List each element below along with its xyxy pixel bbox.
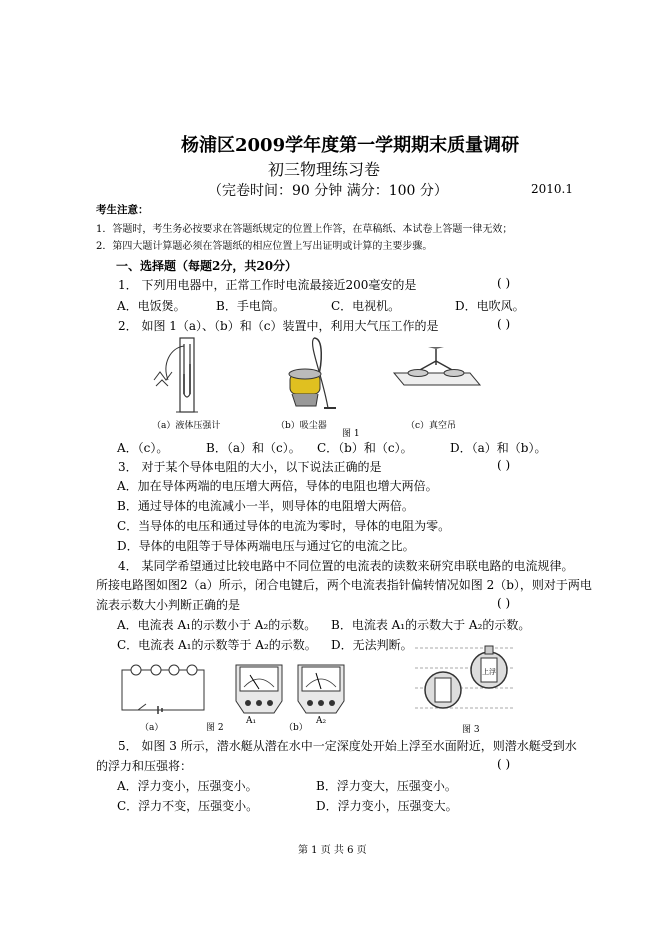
answer-paren: ( ) bbox=[497, 276, 511, 290]
question-stem: 2． 如图 1（a）、（b）和（c）装置中，利用大气压工作的是 bbox=[118, 319, 439, 333]
option: A．（c）。 bbox=[117, 441, 169, 455]
option: A．电流表 A₁的示数小于 A₂的示数。 bbox=[117, 618, 317, 632]
figure-label: （b） bbox=[284, 723, 308, 733]
section-heading: 一、选择题（每题2分，共20分） bbox=[116, 259, 298, 273]
vacuum-lifter-image bbox=[390, 343, 482, 391]
figure-label: 图 3 bbox=[462, 725, 480, 735]
question-stem: 4． 某同学希望通过比较电路中不同位置的电流表的读数来研究串联电路的电流规律。 bbox=[118, 559, 574, 573]
liquid-manometer-image bbox=[150, 334, 220, 416]
option: A．浮力变小，压强变小。 bbox=[117, 779, 258, 793]
question-stem: 5． 如图 3 所示，潜水艇从潜在水中一定深度处开始上浮至水面附近，则潜水艇受到水 bbox=[118, 739, 577, 753]
question-stem: 的浮力和压强将： bbox=[96, 759, 193, 773]
option: D．无法判断。 bbox=[331, 638, 413, 652]
figure-label: 图 2 bbox=[206, 723, 224, 733]
notes-heading: 考生注意： bbox=[96, 204, 149, 216]
option: A．电饭煲。 bbox=[117, 299, 186, 313]
exam-info: （完卷时间：90 分钟 满分：100 分） bbox=[208, 183, 448, 199]
exam-subtitle: 初三物理练习卷 bbox=[268, 160, 381, 179]
ammeter-a2-image bbox=[292, 655, 350, 717]
option: A．加在导体两端的电压增大两倍，导体的电阻也增大两倍。 bbox=[117, 479, 438, 493]
figure-label: 图 1 bbox=[342, 429, 360, 439]
question-stem: 所接电路图如图2（a）所示，闭合电键后，两个电流表指针偏转情况如图 2（b），则对于两电 bbox=[96, 578, 592, 592]
ammeter-label: A₂ bbox=[316, 716, 327, 726]
option: C．浮力不变，压强变小。 bbox=[117, 799, 259, 813]
answer-paren: ( ) bbox=[497, 317, 511, 331]
option: C．（b）和（c）。 bbox=[317, 441, 413, 455]
option: D．（a）和（b）。 bbox=[450, 441, 547, 455]
question-stem: 流表示数大小判断正确的是 bbox=[96, 598, 241, 612]
ammeter-a1-image bbox=[230, 655, 288, 717]
note-item: 2．第四大题计算题必须在答题纸的相应位置上写出证明或计算的主要步骤。 bbox=[96, 241, 433, 252]
option: B．（a）和（c）。 bbox=[206, 441, 301, 455]
submarine-image bbox=[415, 640, 515, 720]
answer-paren: ( ) bbox=[497, 596, 511, 610]
exam-title: 杨浦区2009学年度第一学期期末质量调研 bbox=[181, 135, 520, 156]
submarine-label: 上浮 bbox=[482, 668, 496, 676]
question-stem: 3． 对于某个导体电阻的大小，以下说法正确的是 bbox=[118, 460, 382, 474]
figure-caption: （b）吸尘器 bbox=[276, 421, 327, 431]
page-number: 第 1 页 共 6 页 bbox=[298, 845, 367, 856]
option: C．电视机。 bbox=[331, 299, 401, 313]
option: D．电吹风。 bbox=[455, 299, 525, 313]
figure-caption: （a）液体压强计 bbox=[152, 421, 221, 431]
option: B．手电筒。 bbox=[216, 299, 285, 313]
figure-label: （a） bbox=[140, 723, 164, 733]
figure-caption: （c）真空吊 bbox=[406, 421, 457, 431]
vacuum-cleaner-image bbox=[278, 334, 338, 414]
option: C．当导体的电压和通过导体的电流为零时，导体的电阻为零。 bbox=[117, 519, 451, 533]
note-item: 1．答题时，考生务必按要求在答题纸规定的位置上作答，在草稿纸、本试卷上答题一律无效； bbox=[96, 224, 513, 235]
answer-paren: ( ) bbox=[497, 458, 511, 472]
option: B．通过导体的电流减小一半，则导体的电阻增大两倍。 bbox=[117, 499, 414, 513]
option: B．浮力变大，压强变小。 bbox=[316, 779, 457, 793]
ammeter-label: A₁ bbox=[246, 716, 257, 726]
option: D．导体的电阻等于导体两端电压与通过它的电流之比。 bbox=[117, 539, 415, 553]
exam-date: 2010.1 bbox=[531, 182, 573, 196]
option: D．浮力变小，压强变大。 bbox=[316, 799, 458, 813]
option: B．电流表 A₁的示数大于 A₂的示数。 bbox=[331, 618, 531, 632]
answer-paren: ( ) bbox=[497, 757, 511, 771]
question-stem: 1． 下列用电器中，正常工作时电流最接近200毫安的是 bbox=[118, 278, 417, 292]
option: C．电流表 A₁的示数等于 A₂的示数。 bbox=[117, 638, 317, 652]
series-circuit-diagram bbox=[118, 660, 208, 718]
